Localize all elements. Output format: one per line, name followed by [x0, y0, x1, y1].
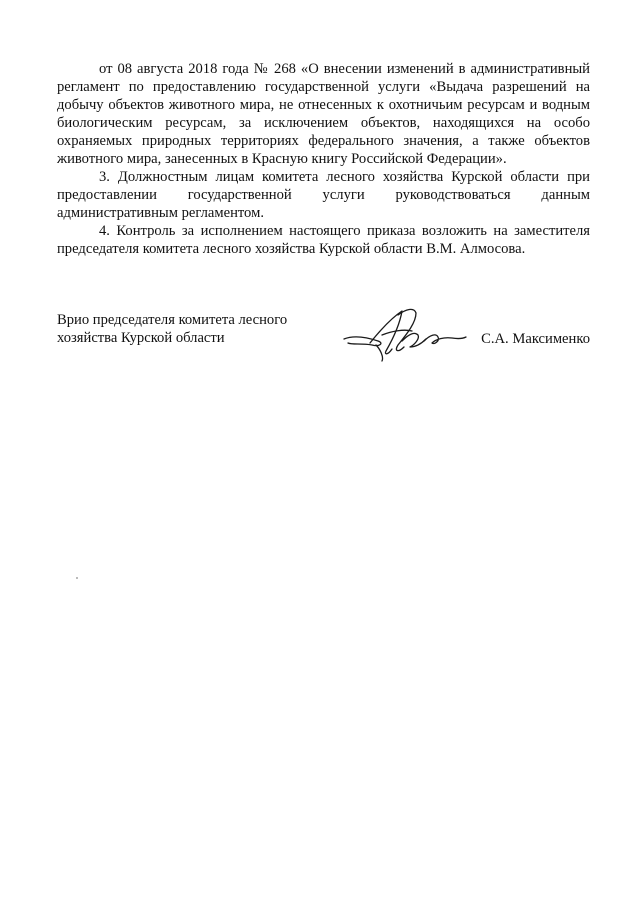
paragraph-regulation-reference: от 08 августа 2018 года № 268 «О внесении изменений в административный регламент по предоставлению государственной услуги «Выдача разрешений на добычу объектов животного мира, не отнесенных к охотничьим ресурсам и водным биологическим ресурсам, за исключением объектов, находящихся на особо охраняемых природных территориях федерального значения, а также объектов животного мира, занесенных в Красную книгу Российской Федерации».	[57, 61, 590, 167]
signer-position	[57, 311, 327, 347]
paragraph-item-4: 4. Контроль за исполнением настоящего приказа возложить на заместителя председателя комитета лесного хозяйства Курской области В.М. Алмосова.	[57, 223, 590, 257]
paragraph-item-3: 3. Должностным лицам комитета лесного хозяйства Курской области при предоставлении государственной услуги руководствоваться данным административным регламентом.	[57, 169, 590, 221]
signer-position-line-1: Врио председателя комитета лесного	[57, 312, 288, 328]
signature-block	[57, 305, 590, 365]
document-body	[57, 60, 590, 258]
signer-name: С.А. Максименко	[481, 331, 590, 347]
signer-position-line-2: хозяйства Курской области	[57, 330, 225, 346]
handwritten-signature	[340, 305, 470, 363]
scan-speck	[76, 577, 78, 579]
